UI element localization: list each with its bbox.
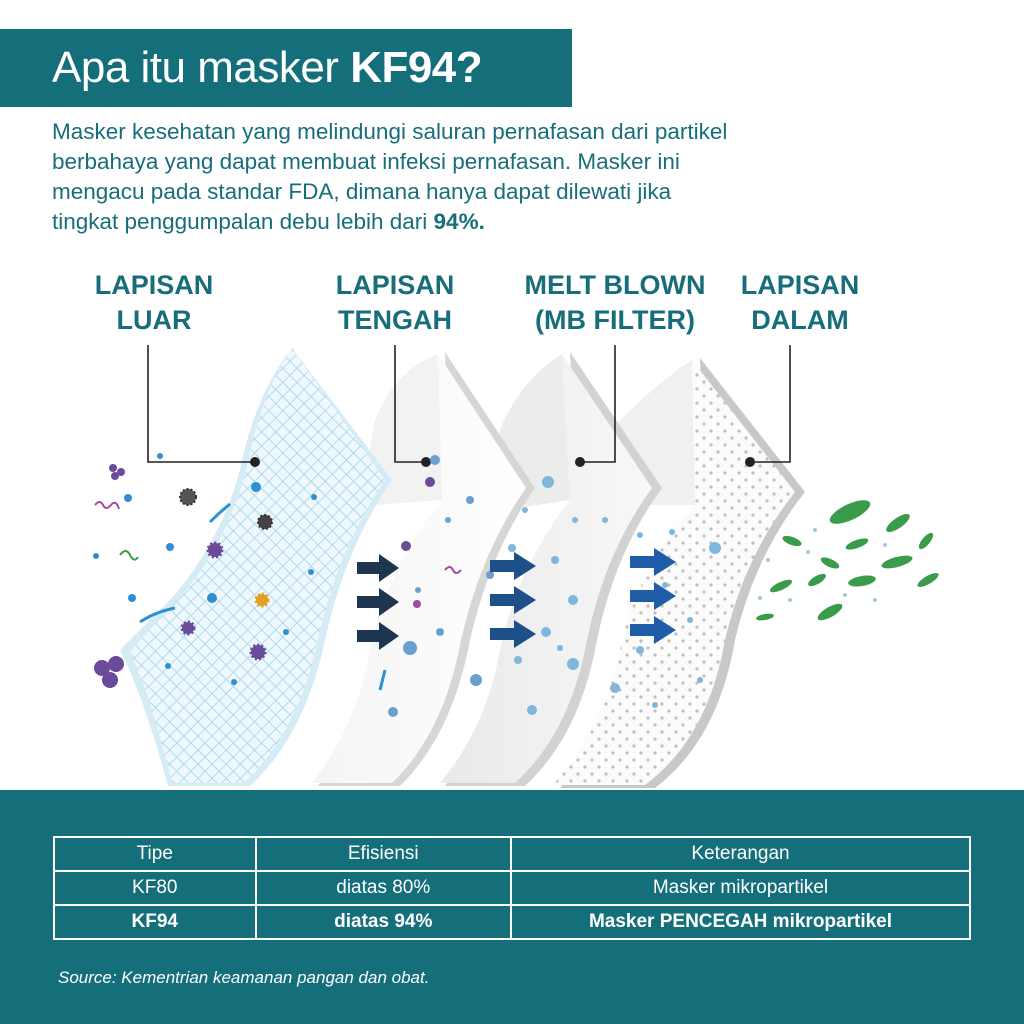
table-cell: Masker mikropartikel	[511, 871, 970, 905]
intro-line: mengacu pada standar FDA, dimana hanya dapat dilewati jika	[52, 179, 672, 204]
table-cell: diatas 94%	[256, 905, 511, 939]
table-cell: Masker PENCEGAH mikropartikel	[511, 905, 970, 939]
table-cell: KF94	[54, 905, 256, 939]
leaf-icon	[819, 555, 841, 571]
leaf-icon	[917, 531, 936, 551]
title-regular: Apa itu masker	[52, 43, 351, 92]
virus-icon	[401, 541, 411, 551]
layer-label-line: DALAM	[751, 305, 849, 335]
bacteria-icon	[413, 600, 421, 608]
layer-label-line: LAPISAN	[335, 270, 455, 300]
spec-table	[53, 836, 971, 940]
virus-icon	[425, 477, 435, 487]
leaf-icon	[884, 511, 913, 535]
table-header-cell: Tipe	[54, 837, 256, 871]
virus-icon	[251, 645, 265, 659]
table-cell: KF80	[54, 871, 256, 905]
source-note: Source: Kementrian keamanan pangan dan obat.	[58, 968, 430, 987]
layer-label-line: TENGAH	[338, 305, 452, 335]
arrow-right-icon	[630, 548, 676, 644]
virus-icon	[258, 515, 272, 529]
layer-label-line: LUAR	[116, 305, 192, 335]
intro-line: berbahaya yang dapat membuat infeksi pernafasan. Masker ini	[52, 149, 680, 174]
arrow-right-icon	[490, 552, 536, 648]
leaf-icon	[806, 572, 827, 589]
intro-line: Masker kesehatan yang melindungi saluran pernafasan dari partikel	[52, 119, 728, 144]
leaf-icon	[844, 536, 869, 552]
bacteria-icon	[120, 551, 138, 560]
table-cell: diatas 80%	[256, 871, 511, 905]
leaf-icon	[781, 534, 803, 548]
leaf-icon	[916, 571, 941, 590]
leaf-icon	[880, 553, 913, 571]
virus-icon	[256, 594, 268, 606]
title-bold: KF94?	[350, 43, 483, 92]
arrow-right-icon	[357, 554, 399, 650]
layer-label-line: (MB FILTER)	[535, 305, 695, 335]
intro-last-regular: tingkat penggumpalan debu lebih dari	[52, 209, 434, 234]
leaf-icon	[768, 577, 793, 594]
table-header-cell: Keterangan	[511, 837, 970, 871]
virus-icon	[182, 622, 194, 634]
layer-label-line: LAPISAN	[740, 270, 860, 300]
leaf-icon	[847, 574, 876, 589]
layer-label-line: LAPISAN	[94, 270, 214, 300]
virus-icon	[208, 543, 222, 557]
bacteria-icon	[94, 464, 125, 688]
layer-label-line: MELT BLOWN	[524, 270, 706, 300]
leaf-icon	[827, 495, 874, 528]
table-row	[54, 871, 970, 905]
table-header-row	[54, 837, 970, 871]
table-header-cell: Efisiensi	[256, 837, 511, 871]
bacteria-icon	[95, 502, 119, 509]
table-row	[54, 905, 970, 939]
virus-icon	[180, 489, 196, 505]
leaf-icon	[815, 601, 844, 624]
intro-last-bold: 94%.	[433, 209, 485, 234]
leaf-icon	[756, 612, 775, 621]
